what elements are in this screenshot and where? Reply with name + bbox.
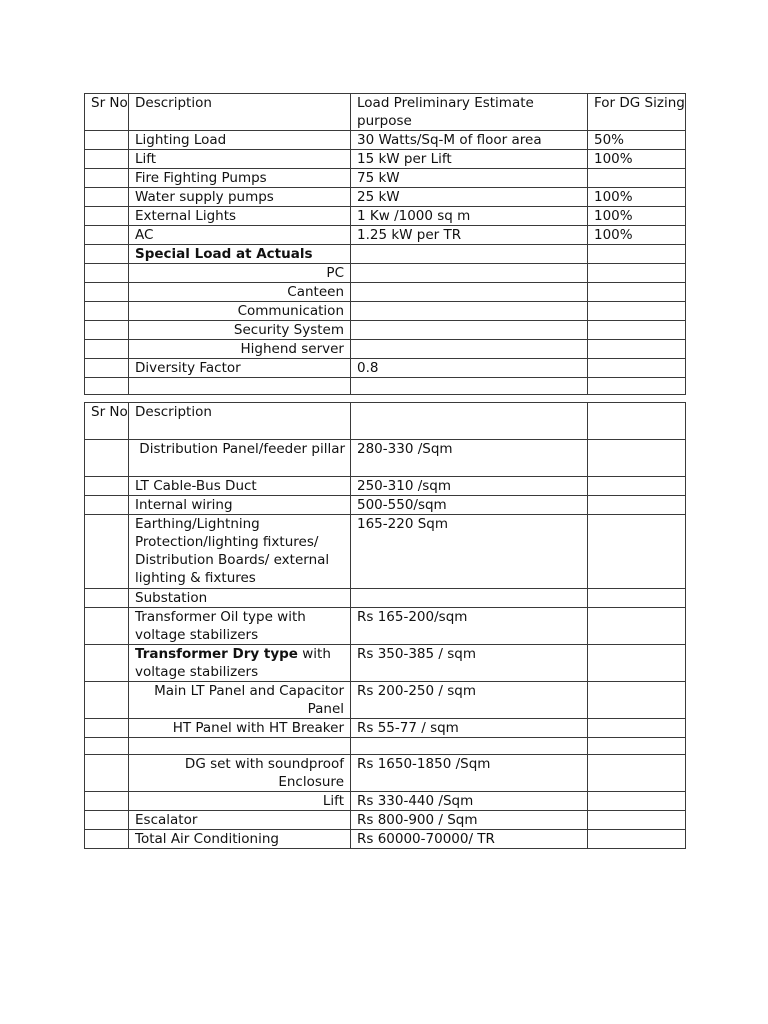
row-load: 0.8 — [351, 359, 588, 378]
row-cost: Rs 55-77 / sqm — [351, 719, 588, 738]
row-cost: Rs 165-200/sqm — [351, 608, 588, 645]
row-dg — [588, 283, 686, 302]
table-row — [85, 378, 686, 395]
row-dg — [588, 321, 686, 340]
row-dg: 100% — [588, 226, 686, 245]
row-dg: 100% — [588, 150, 686, 169]
row-description: PC — [129, 264, 351, 283]
header-sr-no: Sr No — [85, 94, 129, 131]
row-description: Fire Fighting Pumps — [129, 169, 351, 188]
row-description: Highend server — [129, 340, 351, 359]
table-row — [85, 340, 686, 359]
row-description — [129, 738, 351, 755]
row-description-bold: Transformer Dry type — [135, 646, 298, 662]
header-sr-no: Sr No — [85, 403, 129, 440]
row-description-special-load: Special Load at Actuals — [129, 245, 351, 264]
row-cost: Rs 200-250 / sqm — [351, 682, 588, 719]
table-row — [85, 755, 686, 792]
row-description: Security System — [129, 321, 351, 340]
row-load: 1.25 kW per TR — [351, 226, 588, 245]
row-description: Internal wiring — [129, 496, 351, 515]
header-cost — [351, 403, 588, 440]
table-row — [85, 440, 686, 477]
table-row — [85, 245, 686, 264]
table-row — [85, 608, 686, 645]
row-load — [351, 321, 588, 340]
row-description: Lift — [129, 150, 351, 169]
table-row — [85, 207, 686, 226]
table-row — [85, 264, 686, 283]
row-description: AC — [129, 226, 351, 245]
row-load — [351, 283, 588, 302]
row-cost: 280-330 /Sqm — [351, 440, 588, 477]
table-row — [85, 477, 686, 496]
row-dg — [588, 169, 686, 188]
row-cost: 500-550/sqm — [351, 496, 588, 515]
row-description: Diversity Factor — [129, 359, 351, 378]
row-load: 15 kW per Lift — [351, 150, 588, 169]
row-cost — [351, 589, 588, 608]
table-row — [85, 131, 686, 150]
row-dg — [588, 340, 686, 359]
row-description: Communication — [129, 302, 351, 321]
row-load: 75 kW — [351, 169, 588, 188]
row-cost: 250-310 /sqm — [351, 477, 588, 496]
row-cost: Rs 800-900 / Sqm — [351, 811, 588, 830]
table-row — [85, 792, 686, 811]
row-description: Main LT Panel and Capacitor Panel — [129, 682, 351, 719]
header-description: Description — [129, 94, 351, 131]
row-description: Substation — [129, 589, 351, 608]
table-row — [85, 169, 686, 188]
row-description-rest: with voltage stabilizers — [135, 646, 331, 680]
row-load: 1 Kw /1000 sq m — [351, 207, 588, 226]
table-row — [85, 302, 686, 321]
row-load — [351, 302, 588, 321]
table-row — [85, 811, 686, 830]
table-row — [85, 359, 686, 378]
row-dg — [588, 302, 686, 321]
row-description: Escalator — [129, 811, 351, 830]
row-description: LT Cable-Bus Duct — [129, 477, 351, 496]
table-row — [85, 150, 686, 169]
table-row — [85, 321, 686, 340]
row-dg: 50% — [588, 131, 686, 150]
table-row — [85, 682, 686, 719]
row-cost — [351, 738, 588, 755]
row-description: Transformer Oil type with voltage stabilizers — [129, 608, 351, 645]
row-description: Lighting Load — [129, 131, 351, 150]
dg-load-table — [84, 93, 686, 395]
row-load — [351, 340, 588, 359]
table-row — [85, 589, 686, 608]
row-description: Canteen — [129, 283, 351, 302]
row-description: DG set with soundproof Enclosure — [129, 755, 351, 792]
table-row — [85, 283, 686, 302]
table-row — [85, 719, 686, 738]
table-header-row — [85, 403, 686, 440]
row-description: HT Panel with HT Breaker — [129, 719, 351, 738]
table-row — [85, 226, 686, 245]
row-cost: Rs 350-385 / sqm — [351, 645, 588, 682]
row-load — [351, 264, 588, 283]
row-description: Earthing/Lightning Protection/lighting fixtures/ Distribution Boards/ external lighting & fixtures — [129, 515, 351, 589]
row-load: 25 kW — [351, 188, 588, 207]
header-dg-sizing: For DG Sizing — [588, 94, 686, 131]
row-dg — [588, 245, 686, 264]
table-row — [85, 496, 686, 515]
row-description: Distribution Panel/feeder pillar — [129, 440, 351, 477]
row-cost: Rs 330-440 /Sqm — [351, 792, 588, 811]
header-load-estimate: Load Preliminary Estimate purpose — [351, 94, 588, 131]
row-cost: 165-220 Sqm — [351, 515, 588, 589]
header-description: Description — [129, 403, 351, 440]
row-dg: 100% — [588, 207, 686, 226]
table-header-row — [85, 94, 686, 131]
row-load: 30 Watts/Sq-M of floor area — [351, 131, 588, 150]
header-extra — [588, 403, 686, 440]
row-dg — [588, 378, 686, 395]
table-row — [85, 515, 686, 589]
row-load — [351, 378, 588, 395]
row-description — [129, 645, 351, 682]
cost-estimate-table — [84, 402, 686, 849]
row-cost: Rs 60000-70000/ TR — [351, 830, 588, 849]
row-description: Total Air Conditioning — [129, 830, 351, 849]
row-description: Water supply pumps — [129, 188, 351, 207]
table-row — [85, 830, 686, 849]
table-row — [85, 645, 686, 682]
row-dg — [588, 264, 686, 283]
table-row — [85, 188, 686, 207]
row-description: External Lights — [129, 207, 351, 226]
row-dg — [588, 359, 686, 378]
row-load — [351, 245, 588, 264]
table-row — [85, 738, 686, 755]
row-dg: 100% — [588, 188, 686, 207]
row-description — [129, 378, 351, 395]
row-cost: Rs 1650-1850 /Sqm — [351, 755, 588, 792]
row-description: Lift — [129, 792, 351, 811]
